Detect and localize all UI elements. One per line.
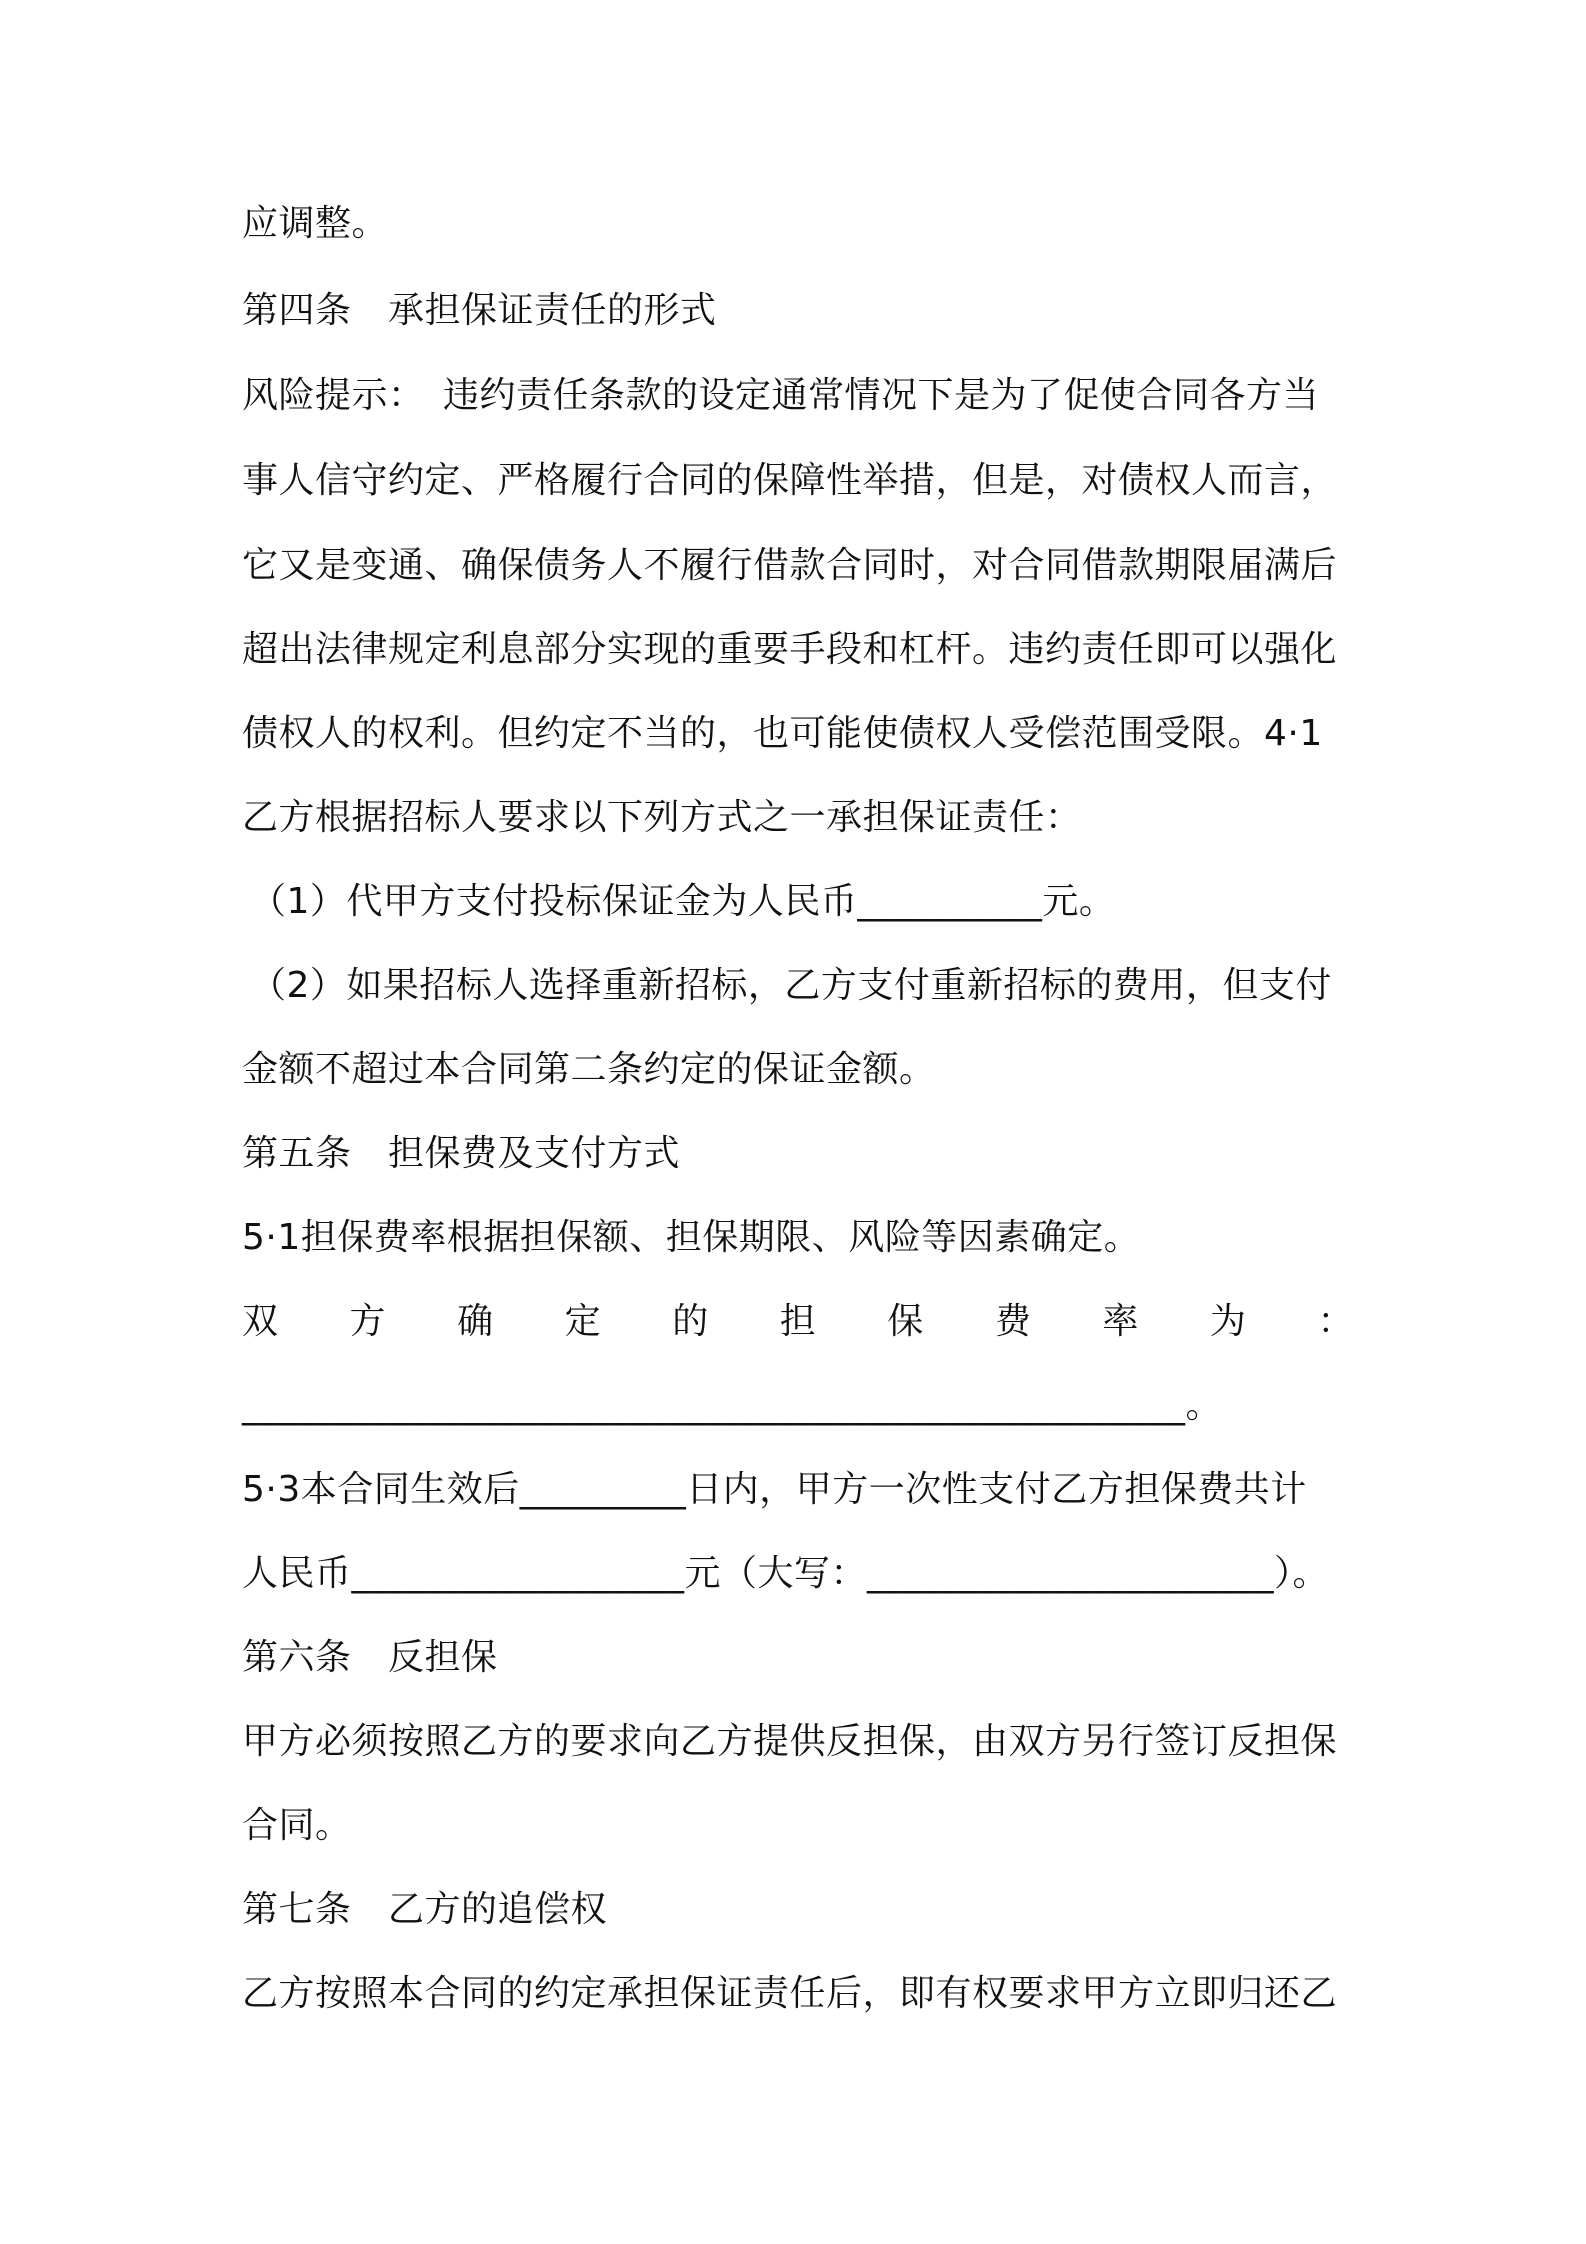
text-line: 事人信守约定、严格履行合同的保障性举措，但是，对债权人而言， — [242, 460, 1338, 501]
spread-text-line — [242, 1296, 1354, 1348]
text-line: 应调整。 — [242, 203, 389, 244]
section-heading: 第四条 承担保证责任的形式 — [242, 290, 717, 331]
text-line: 它又是变通、确保债务人不履行借款合同时，对合同借款期限届满后 — [242, 545, 1338, 586]
section-heading: 第五条 担保费及支付方式 — [242, 1133, 681, 1174]
text-line: 金额不超过本合同第二条约定的保证金额。 — [242, 1049, 936, 1090]
spread-char: 担 — [779, 1301, 817, 1342]
text-line: 甲方必须按照乙方的要求向乙方提供反担保，由双方另行签订反担保 — [242, 1721, 1338, 1762]
spread-char: 费 — [994, 1301, 1032, 1342]
text-line: 5·1担保费率根据担保额、担保期限、风险等因素确定。 — [242, 1217, 1141, 1258]
text-line: 合同。 — [242, 1805, 352, 1846]
text-line: 乙方根据招标人要求以下列方式之一承担保证责任： — [242, 797, 1082, 838]
section-heading: 第七条 乙方的追偿权 — [242, 1889, 608, 1930]
blank-fill-line: ___________________________________________________。 — [242, 1385, 1222, 1426]
spread-char: 双 — [242, 1301, 279, 1342]
spread-char: 方 — [349, 1301, 387, 1342]
text-line: 超出法律规定利息部分实现的重要手段和杠杆。违约责任即可以强化 — [242, 629, 1338, 670]
text-line: 风险提示： 违约责任条款的设定通常情况下是为了促使合同各方当 — [242, 375, 1320, 416]
spread-char: 保 — [887, 1301, 924, 1342]
spread-char: 确 — [457, 1301, 494, 1342]
text-line: 债权人的权利。但约定不当的，也可能使债权人受偿范围受限。4·1 — [242, 713, 1323, 754]
text-line: 5·3本合同生效后_________日内，甲方一次性支付乙方担保费共计 — [242, 1469, 1307, 1510]
spread-char: 定 — [564, 1301, 602, 1342]
spread-char: 率 — [1102, 1301, 1139, 1342]
spread-char: ： — [1317, 1301, 1354, 1342]
spread-char: 为 — [1209, 1301, 1247, 1342]
text-line: 人民币__________________元（大写：______________________）。 — [242, 1553, 1330, 1594]
spread-char: 的 — [672, 1301, 709, 1342]
section-heading: 第六条 反担保 — [242, 1637, 498, 1678]
text-line: 乙方按照本合同的约定承担保证责任后，即有权要求甲方立即归还乙 — [242, 1973, 1338, 2014]
text-line: （2）如果招标人选择重新招标，乙方支付重新招标的费用，但支付 — [250, 965, 1332, 1006]
text-line: （1）代甲方支付投标保证金为人民币__________元。 — [250, 881, 1116, 922]
